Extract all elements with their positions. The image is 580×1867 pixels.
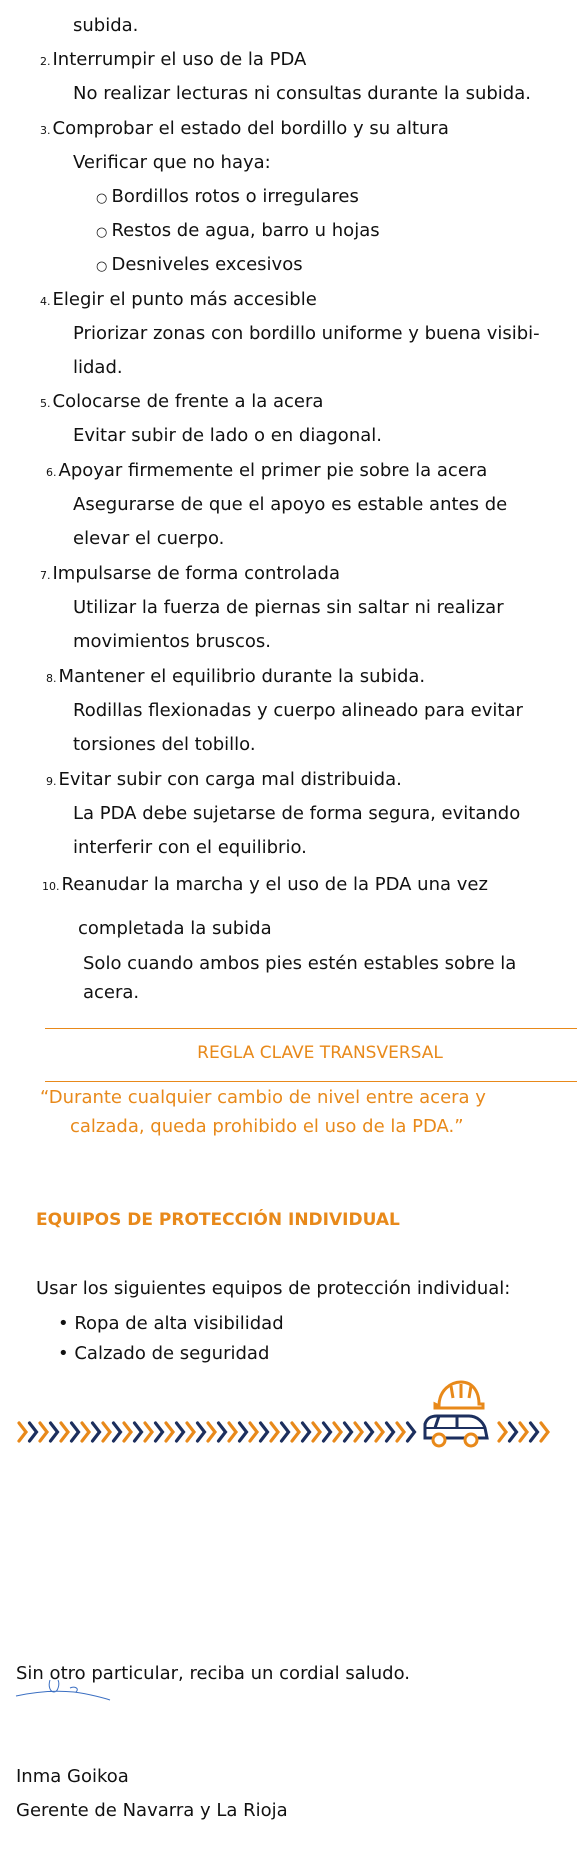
- ppe-intro: Usar los siguientes equipos de protección individual:: [36, 1278, 511, 1299]
- step-8-number: 8.: [46, 672, 57, 685]
- step-5-title-row: [40, 391, 323, 412]
- step-3-detail: Verificar que no haya:: [73, 152, 271, 173]
- step-3-bullet: ○ Restos de agua, barro u hojas: [96, 220, 380, 241]
- step-9-number: 9.: [46, 775, 57, 788]
- step-2-number: 2.: [40, 55, 51, 68]
- step-6-detail-line2: elevar el cuerpo.: [73, 528, 225, 549]
- step-9-title: Evitar subir con carga mal distribuida.: [58, 769, 402, 790]
- step-7-number: 7.: [40, 569, 51, 582]
- step-2-title: Interrumpir el uso de la PDA: [52, 49, 307, 70]
- step-10-detail-line1: Solo cuando ambos pies estén estables sobre la: [83, 953, 517, 974]
- ppe-item: • Calzado de seguridad: [58, 1343, 270, 1364]
- step-10-number: 10.: [42, 880, 60, 893]
- step-4-detail-line1: Priorizar zonas con bordillo uniforme y buena visibi-: [73, 323, 540, 344]
- step-7-detail-line1: Utilizar la fuerza de piernas sin saltar ni realizar: [73, 597, 504, 618]
- step-3-bullet: ○ Bordillos rotos o irregulares: [96, 186, 359, 207]
- step-5-detail: Evitar subir de lado o en diagonal.: [73, 425, 382, 446]
- step-3-bullet: ○ Desniveles excesivos: [96, 254, 303, 275]
- step-3-title-row: [40, 118, 449, 139]
- step-6-number: 6.: [46, 466, 57, 479]
- step-7-detail-line2: movimientos bruscos.: [73, 631, 272, 652]
- signer-name: Inma Goikoa: [16, 1766, 129, 1787]
- step-8-title-row: [46, 666, 425, 687]
- closing-text: Sin otro particular, reciba un cordial saludo.: [16, 1663, 410, 1684]
- step-1-continuation: subida.: [73, 15, 139, 36]
- step-9-detail-line2: interferir con el equilibrio.: [73, 837, 307, 858]
- step-6-detail-line1: Asegurarse de que el apoyo es estable antes de: [73, 494, 508, 515]
- signature-scribble-icon: [14, 1674, 114, 1704]
- step-4-detail-line2: lidad.: [73, 357, 123, 378]
- rule-box-quote-line1: “Durante cualquier cambio de nivel entre acera y: [40, 1087, 486, 1108]
- step-5-number: 5.: [40, 397, 51, 410]
- step-4-title: Elegir el punto más accesible: [52, 289, 317, 310]
- step-4-number: 4.: [40, 295, 51, 308]
- step-2-detail: No realizar lecturas ni consultas durante la subida.: [73, 83, 531, 104]
- step-4-title-row: [40, 289, 317, 310]
- van-with-hardhat-icon: [421, 1378, 491, 1450]
- step-5-title: Colocarse de frente a la acera: [52, 391, 324, 412]
- step-6-title-row: [46, 460, 487, 481]
- step-7-title-row: [40, 563, 340, 584]
- step-3-number: 3.: [40, 124, 51, 137]
- step-8-detail-line1: Rodillas flexionadas y cuerpo alineado para evitar: [73, 700, 523, 721]
- step-10-title-line2: completada la subida: [78, 918, 272, 939]
- step-9-title-row: [46, 769, 402, 790]
- step-10-title-row: [42, 874, 488, 895]
- step-8-title: Mantener el equilibrio durante la subida.: [58, 666, 426, 687]
- ppe-item: • Ropa de alta visibilidad: [58, 1313, 284, 1334]
- step-10-detail-line2: acera.: [83, 982, 140, 1003]
- step-3-title: Comprobar el estado del bordillo y su altura: [52, 118, 449, 139]
- rule-box-top-line: [45, 1028, 577, 1029]
- step-6-title: Apoyar firmemente el primer pie sobre la acera: [58, 460, 488, 481]
- signer-title: Gerente de Navarra y La Rioja: [16, 1800, 288, 1821]
- step-10-title: Reanudar la marcha y el uso de la PDA una vez: [61, 874, 488, 895]
- rule-box-bottom-line: [45, 1081, 577, 1082]
- step-7-title: Impulsarse de forma controlada: [52, 563, 340, 584]
- step-2-title-row: [40, 49, 306, 70]
- step-9-detail-line1: La PDA debe sujetarse de forma segura, evitando: [73, 803, 521, 824]
- rule-box-quote-line2: calzada, queda prohibido el uso de la PDA.”: [70, 1116, 464, 1137]
- rule-box-heading: REGLA CLAVE TRANSVERSAL: [197, 1043, 443, 1063]
- step-8-detail-line2: torsiones del tobillo.: [73, 734, 256, 755]
- ppe-heading: EQUIPOS DE PROTECCIÓN INDIVIDUAL: [36, 1210, 400, 1230]
